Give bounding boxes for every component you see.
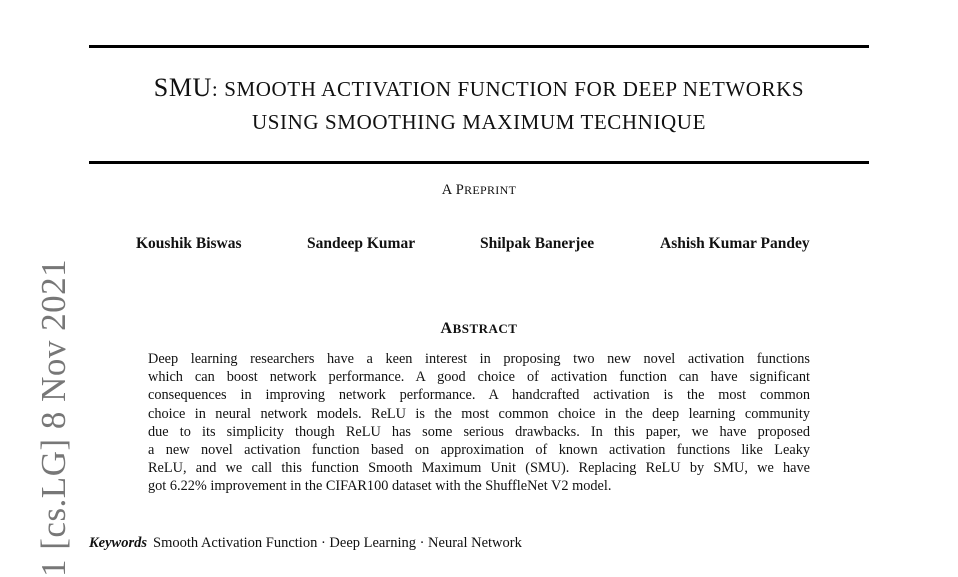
paper-title-line2	[89, 110, 869, 135]
abstract-heading-rest: BSTRACT	[452, 321, 518, 336]
abstract-line: ReLU, and we call this function Smooth Maximum Unit (SMU). Replacing ReLU by SMU, we have	[148, 460, 810, 477]
paper-title-line1	[89, 73, 869, 103]
keywords-text: Smooth Activation Function · Deep Learning · Neural Network	[153, 535, 522, 551]
abstract-line: consequences in improving network performance. A handcrafted activation is the most common	[148, 387, 810, 404]
abstract-line: a new novel activation function based on approximation of known activation functions like Leaky	[148, 442, 810, 459]
abstract-line: Deep learning researchers have a keen interest in proposing two new novel activation functions	[148, 351, 810, 367]
abstract-line: choice in neural network models. ReLU is the most common choice in the deep learning community	[148, 405, 810, 422]
author-name: Koushik Biswas	[136, 235, 242, 252]
author-name: Shilpak Banerjee	[480, 235, 595, 252]
keywords	[89, 535, 522, 552]
title-line2-text: USING SMOOTHING MAXIMUM TECHNIQUE	[252, 110, 706, 134]
author-name: Ashish Kumar Pandey	[660, 235, 810, 252]
preprint-rest: REPRINT	[464, 183, 517, 197]
preprint-label	[89, 182, 869, 199]
title-acronym: SMU	[153, 73, 212, 102]
abstract-line: due to its simplicity though ReLU has some serious drawbacks. In this paper, we have proposed	[148, 423, 810, 440]
author-name: Sandeep Kumar	[307, 235, 416, 252]
keywords-label: Keywords	[89, 535, 147, 551]
abstract-line: which can boost network performance. A good choice of activation function can have significant	[148, 369, 810, 386]
title-top-rule	[89, 45, 869, 48]
abstract-line: got 6.22% improvement in the CIFAR100 dataset with the ShuffleNet V2 model.	[148, 478, 612, 495]
arxiv-stamp: 1 [cs.LG] 8 Nov 2021	[34, 258, 73, 577]
abstract-heading-initial: A	[440, 320, 453, 337]
abstract-heading	[89, 320, 869, 338]
preprint-p: P	[455, 182, 465, 198]
abstract-body	[148, 350, 810, 496]
preprint-a: A	[441, 182, 452, 198]
title-bottom-rule	[89, 161, 869, 164]
title-line1-text: : SMOOTH ACTIVATION FUNCTION FOR DEEP NETWORKS	[211, 77, 805, 101]
